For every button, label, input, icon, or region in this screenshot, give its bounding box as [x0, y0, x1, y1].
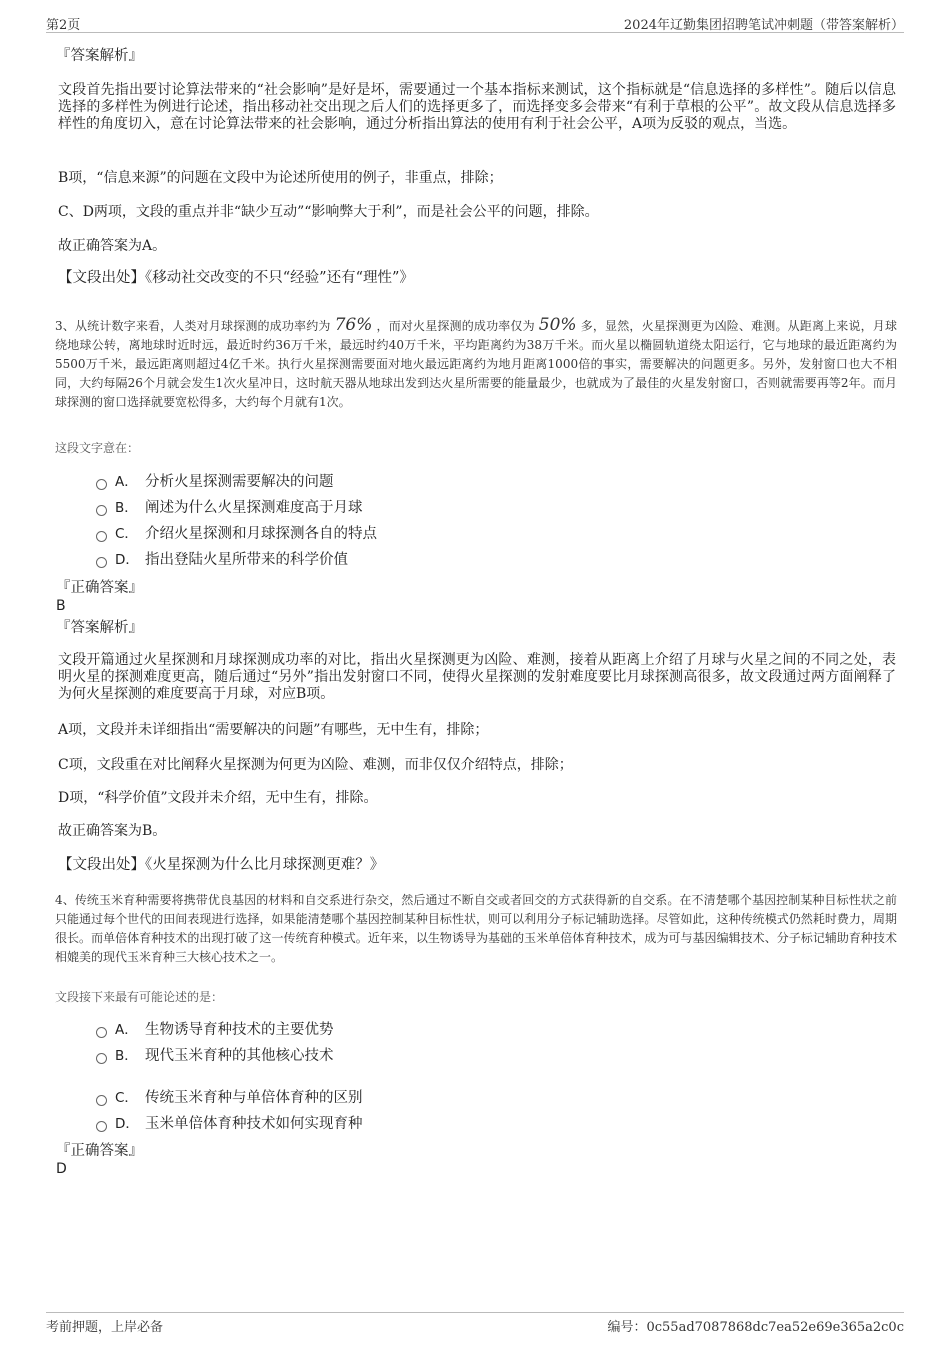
- q2-analysis-label: 『答案解析』: [56, 48, 143, 64]
- q2-analysis-paragraph-1: 文段首先指出要讨论算法带来的“社会影响”是好是坏，需要通过一个基本指标来测试，这个指标就是“信息选择的多样性”。随后以信息选择的多样性为例进行论述，指出移动社交出现之后人们的选择更多了，而选择变多会带来“有利于草根的公平”。故文段从信息选择多样性的角度切入，意在讨论算法带来的社会影响，通过分析指出算法的使用有利于社会公平，A项为反驳的观点，当选。: [58, 82, 896, 132]
- q3-option-d[interactable]: [96, 550, 348, 570]
- option-key: D．: [115, 1116, 139, 1132]
- q3-text-a: 3、从统计数字来看，人类对月球探测的成功率约为: [55, 319, 331, 333]
- option-text: 指出登陆火星所带来的科学价值: [145, 552, 348, 568]
- q3-option-a[interactable]: [96, 472, 334, 492]
- q3-answer: B: [56, 598, 66, 614]
- option-key: D．: [115, 552, 139, 568]
- q3-percent-mars: 50%: [538, 315, 577, 335]
- q4-option-c[interactable]: [96, 1088, 363, 1108]
- q3-source: 【文段出处】《火星探测为什么比月球探测更难？》: [58, 857, 385, 873]
- option-text: 传统玉米育种与单倍体育种的区别: [145, 1090, 363, 1106]
- q3-analysis-paragraph-5: 故正确答案为B。: [58, 823, 167, 839]
- q3-analysis-label: 『答案解析』: [56, 620, 143, 636]
- page-footer: [46, 1312, 904, 1333]
- q3-text-c: 多，显然，火星探测更为凶险、难测。从距离上来说，月球绕地球公转，离地球时近时远，最近时约36万千米，最远时约40万千米，平均距离约为38万千米。而火星以椭圆轨道绕太阳运行，它与地球的最近距离约为5500万千米，最远距离则超过4亿千米。执行火星探测需要面对地火最远距离约为地月距离1000倍的事实，需要解决的问题更多。另外，发射窗口也大不相同，大约每隔26个月就会发生1次火星冲日，这时航天器从地球出发到达火星所需要的能量最少，也就成为了最佳的火星发射窗口，否则就需要再等2年。而月球探测的窗口选择就要宽松得多，大约每个月就有1次。: [55, 319, 897, 409]
- q4-option-b[interactable]: [96, 1046, 334, 1066]
- option-text: 玉米单倍体育种技术如何实现育种: [145, 1116, 363, 1132]
- q4-answer: D: [56, 1161, 67, 1177]
- option-text: 介绍火星探测和月球探测各自的特点: [145, 526, 377, 542]
- q4-question-text: 4、传统玉米育种需要将携带优良基因的材料和自交系进行杂交，然后通过不断自交或者回交的方式获得新的自交系。在不清楚哪个基因控制某种目标性状之前只能通过每个世代的田间表现进行选择，如果能清楚哪个基因控制某种目标性状，则可以利用分子标记辅助选择。尽管如此，这种传统模式仍然耗时费力，周期很长。而单倍体育种技术的出现打破了这一传统育种模式。近年来，以生物诱导为基础的玉米单倍体育种技术，成为可与基因编辑技术、分子标记辅助育种技术相媲美的现代玉米育种三大核心技术之一。: [55, 893, 897, 964]
- document-code: 编号：0c55ad7087868dc7ea52e69e365a2c0c: [607, 1320, 904, 1335]
- page-header: [46, 14, 904, 33]
- radio-icon[interactable]: [96, 531, 107, 542]
- q2-source: 【文段出处】《移动社交改变的不只“经验”还有“理性”》: [58, 270, 414, 286]
- q3-option-c[interactable]: [96, 524, 377, 544]
- q4-prompt: 文段接下来最有可能论述的是：: [55, 990, 224, 1004]
- radio-icon[interactable]: [96, 479, 107, 490]
- q3-answer-label: 『正确答案』: [56, 580, 143, 596]
- q3-percent-moon: 76%: [334, 315, 373, 335]
- q3-analysis-paragraph-2: A项，文段并未详细指出“需要解决的问题”有哪些，无中生有，排除；: [58, 722, 489, 738]
- document-title: 2024年辽勤集团招聘笔试冲刺题（带答案解析）: [623, 18, 904, 33]
- option-text: 分析火星探测需要解决的问题: [145, 474, 334, 490]
- q3-prompt: 这段文字意在：: [55, 441, 140, 455]
- q2-analysis-paragraph-4: 故正确答案为A。: [58, 238, 167, 254]
- q3-text-b: ，而对火星探测的成功率仅为: [376, 319, 535, 333]
- q2-analysis-paragraph-2: B项，“信息来源”的问题在文段中为论述所使用的例子，非重点，排除；: [58, 170, 503, 186]
- radio-icon[interactable]: [96, 1121, 107, 1132]
- option-key: C．: [115, 526, 138, 542]
- option-key: B．: [115, 1048, 138, 1064]
- q3-option-b[interactable]: [96, 498, 363, 518]
- option-key: A．: [115, 1022, 138, 1038]
- radio-icon[interactable]: [96, 1053, 107, 1064]
- q4-option-d[interactable]: [96, 1114, 363, 1134]
- q3-analysis-paragraph-3: C项，文段重在对比阐释火星探测为何更为凶险、难测，而非仅仅介绍特点，排除；: [58, 757, 573, 773]
- option-text: 阐述为什么火星探测难度高于月球: [145, 500, 363, 516]
- q3-analysis-paragraph-4: D项，“科学价值”文段并未介绍，无中生有，排除。: [58, 790, 378, 806]
- radio-icon[interactable]: [96, 1095, 107, 1106]
- radio-icon[interactable]: [96, 1027, 107, 1038]
- q3-question-text: [55, 316, 897, 412]
- option-text: 生物诱导育种技术的主要优势: [145, 1022, 334, 1038]
- q3-analysis-paragraph-1: 文段开篇通过火星探测和月球探测成功率的对比，指出火星探测更为凶险、难测，接着从距离上介绍了月球与火星之间的不同之处，表明火星的探测难度更高，随后通过“另外”指出发射窗口不同，使得火星探测的发射难度要比月球探测高很多，故文段通过两方面阐释了为何火星探测的难度要高于月球，对应B项。: [58, 652, 896, 702]
- q2-analysis-paragraph-3: C、D两项，文段的重点并非“缺少互动”“影响弊大于利”，而是社会公平的问题，排除。: [58, 204, 599, 220]
- option-key: C．: [115, 1090, 138, 1106]
- option-key: B．: [115, 500, 138, 516]
- q4-option-a[interactable]: [96, 1020, 334, 1040]
- radio-icon[interactable]: [96, 505, 107, 516]
- q4-answer-label: 『正确答案』: [56, 1143, 143, 1159]
- option-text: 现代玉米育种的其他核心技术: [145, 1048, 334, 1064]
- page-number: 第2页: [46, 18, 81, 33]
- radio-icon[interactable]: [96, 557, 107, 568]
- footer-slogan: 考前押题，上岸必备: [46, 1320, 164, 1335]
- option-key: A．: [115, 474, 138, 490]
